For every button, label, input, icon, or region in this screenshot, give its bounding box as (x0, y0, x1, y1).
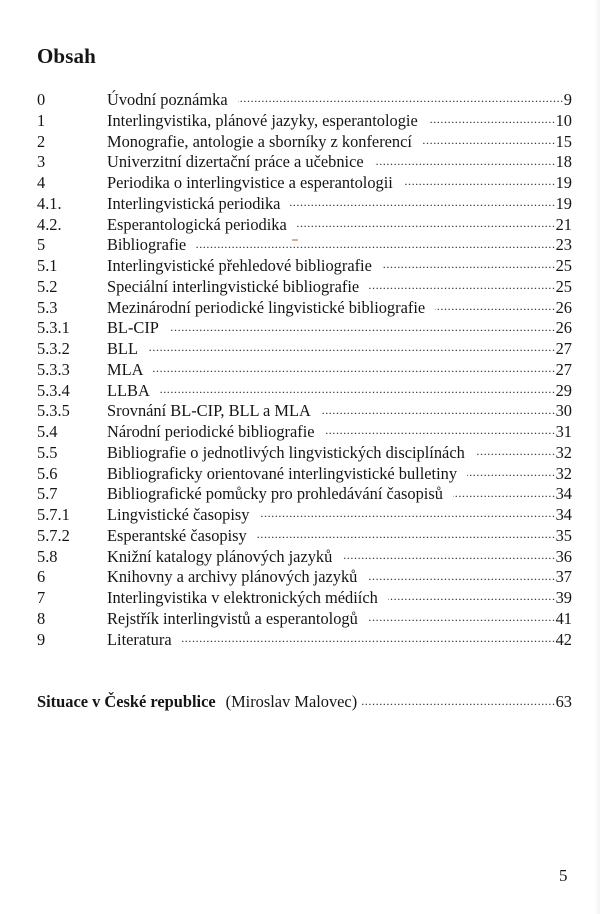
page-edge (594, 0, 600, 914)
toc-entry-page: 25 (555, 276, 572, 296)
toc-entry-title: Národní periodické bibliografie (107, 422, 315, 441)
dot-leader (388, 589, 556, 603)
toc-entry-page: 32 (555, 442, 572, 462)
toc-entry-number: 5.7 (37, 484, 58, 504)
toc-entry-page: 9 (563, 90, 572, 109)
toc-entry[interactable] (37, 339, 572, 360)
toc-entry-page: 39 (555, 588, 572, 607)
dot-leader (297, 216, 556, 230)
toc-entry[interactable] (37, 235, 572, 256)
toc-entry-page: 26 (555, 297, 572, 317)
toc-entry-number: 9 (37, 629, 46, 649)
toc-entry-title: Bibliografie (107, 235, 187, 255)
toc-entry-number: 5.7.2 (37, 525, 70, 545)
toc-entry-number: 5.3.1 (37, 318, 70, 338)
dot-leader (290, 195, 555, 209)
toc-entry-number: 5.5 (37, 442, 58, 462)
section-page: 63 (555, 692, 572, 711)
toc-entry[interactable] (37, 547, 572, 568)
dot-leader (257, 527, 556, 541)
dot-leader (342, 548, 555, 562)
toc-entry[interactable] (37, 298, 572, 319)
toc-entry[interactable] (37, 194, 572, 215)
toc-entry-number: 4.1. (37, 193, 62, 213)
toc-entry-title: Lingvistické časopisy (107, 505, 250, 524)
toc-entry-title: Monografie, antologie a sborníky z konferencí (107, 131, 412, 151)
toc-entry-page: 31 (555, 422, 572, 441)
toc-entry-page: 30 (555, 401, 572, 421)
toc-entry-number: 5.3.2 (37, 339, 70, 358)
dot-leader (153, 361, 555, 375)
dot-leader (238, 91, 564, 105)
toc-entry-title: MLA (107, 359, 144, 379)
toc-entry[interactable] (37, 609, 572, 630)
toc-entry[interactable] (37, 630, 572, 651)
toc-entry-number: 4 (37, 173, 46, 192)
toc-entry[interactable] (37, 464, 572, 485)
toc-entry-page: 18 (555, 152, 572, 172)
toc-entry[interactable] (37, 526, 572, 547)
toc-entry-page: 37 (555, 567, 572, 587)
toc-entry-number: 7 (37, 588, 46, 607)
toc-entry-page: 19 (555, 193, 572, 213)
toc-entry-number: 8 (37, 608, 46, 628)
toc-entry-number: 5.1 (37, 256, 58, 275)
dot-leader (325, 423, 556, 437)
toc-entry-title: Bibliograficky orientované interlingvistické bulletiny (107, 463, 458, 483)
toc-entry[interactable] (37, 567, 572, 588)
dot-leader (422, 133, 556, 147)
toc-entry-page: 42 (555, 629, 572, 649)
dot-leader (369, 278, 555, 292)
toc-entry[interactable] (37, 111, 572, 132)
toc-entry[interactable] (37, 152, 572, 173)
toc-entry-page: 34 (555, 505, 572, 524)
toc-entry-title: Interlingvistika v elektronických médiích (107, 588, 378, 607)
dot-leader (361, 693, 555, 707)
toc-entry-page: 21 (555, 214, 572, 234)
toc-entry[interactable] (37, 132, 572, 153)
toc-entry-title: Mezinárodní periodické lingvistické bibliografie (107, 297, 426, 317)
toc-entry-title: Literatura (107, 629, 172, 649)
toc-entry-page: 26 (555, 318, 572, 338)
toc-entry-number: 5.4 (37, 422, 58, 441)
toc-entry-page: 15 (555, 131, 572, 151)
toc-entry-title: Esperantologická periodika (107, 214, 287, 234)
toc-entry[interactable] (37, 381, 572, 402)
toc-entry-title: Knižní katalogy plánových jazyků (107, 546, 333, 566)
dot-leader (321, 402, 556, 416)
toc-entry-page: 10 (555, 110, 572, 130)
toc-entry-page: 29 (555, 380, 572, 400)
toc-entry-title: BL-CIP (107, 318, 159, 338)
toc-section-entry[interactable] (37, 692, 572, 712)
toc-entry-number: 5.2 (37, 276, 58, 296)
toc-entry-number: 5.3.3 (37, 359, 70, 379)
dot-leader (374, 153, 556, 167)
page-number: 5 (559, 866, 568, 885)
toc-entry[interactable] (37, 505, 572, 526)
toc-entry-title: Knihovny a archivy plánových jazyků (107, 567, 358, 587)
dot-leader (148, 340, 556, 354)
section-title: Situace v České republice (37, 692, 216, 711)
toc-entry-title: Bibliografické pomůcky pro prohledávání časopisů (107, 484, 443, 504)
toc-entry[interactable] (37, 422, 572, 443)
toc-entry-number: 5.8 (37, 546, 58, 566)
dot-leader (435, 299, 555, 313)
toc-entry-number: 5.3.5 (37, 401, 70, 421)
toc-entry-number: 1 (37, 110, 46, 130)
toc-entry-number: 4.2. (37, 214, 62, 234)
dot-leader (403, 174, 556, 188)
toc-entry-page: 25 (555, 256, 572, 275)
toc-entry-page: 34 (555, 484, 572, 504)
dot-leader (169, 319, 556, 333)
toc-entry-number: 5.3.4 (37, 380, 70, 400)
toc-entry-number: 2 (37, 131, 46, 151)
dot-leader (368, 610, 556, 624)
toc-entry-title: Rejstřík interlingvistů a esperantologů (107, 608, 358, 628)
section-author: (Miroslav Malovec) (225, 692, 358, 711)
toc-entry[interactable] (37, 277, 572, 298)
toc-entry[interactable] (37, 318, 572, 339)
dot-leader (382, 257, 556, 271)
toc-entry-title: LLBA (107, 380, 150, 400)
toc-entry-number: 6 (37, 567, 46, 587)
dot-leader (428, 112, 556, 126)
toc-entry-number: 5 (37, 235, 46, 255)
dot-leader (367, 568, 555, 582)
toc-title: Obsah (37, 44, 96, 68)
toc-entry-title: Periodika o interlingvistice a esperantologii (107, 173, 393, 192)
toc-entry-number: 5.3 (37, 297, 58, 317)
toc-entry[interactable] (37, 90, 572, 111)
toc-entry-page: 23 (555, 235, 572, 255)
toc-entry-number: 5.6 (37, 463, 58, 483)
toc-entry-number: 0 (37, 90, 46, 109)
dot-leader (453, 485, 556, 499)
toc-entry-page: 32 (555, 463, 572, 483)
toc-entry-page: 19 (555, 173, 572, 192)
dot-leader (259, 506, 555, 520)
toc-entry-title: Esperantské časopisy (107, 525, 247, 545)
toc-entry[interactable] (37, 484, 572, 505)
toc-entry-title: Bibliografie o jednotlivých lingvistických disciplínách (107, 442, 465, 462)
toc-entry[interactable] (37, 443, 572, 464)
toc-entry-title: Interlingvistické přehledové bibliografie (107, 256, 372, 275)
toc-entry-title: Speciální interlingvistické bibliografie (107, 276, 360, 296)
toc-entry-title: Univerzitní dizertační práce a učebnice (107, 152, 364, 172)
toc-entry[interactable] (37, 401, 572, 422)
dot-leader (196, 236, 555, 250)
toc-entry-title: Interlingvistická periodika (107, 193, 281, 213)
dot-leader (160, 382, 556, 396)
toc-entry[interactable] (37, 173, 572, 194)
toc-entry[interactable] (37, 588, 572, 609)
toc-entry-title: Srovnání BL-CIP, BLL a MLA (107, 401, 311, 421)
toc-entry-number: 5.7.1 (37, 505, 70, 524)
toc-entry[interactable] (37, 215, 572, 236)
toc-entry-number: 3 (37, 152, 46, 172)
toc-entry-page: 27 (555, 359, 572, 379)
dot-leader (467, 465, 556, 479)
dot-leader (182, 631, 556, 645)
toc-entry-title: Interlingvistika, plánové jazyky, esperantologie (107, 110, 418, 130)
toc-entry-title: Úvodní poznámka (107, 90, 228, 109)
dot-leader (475, 444, 556, 458)
toc-entry[interactable] (37, 360, 572, 381)
toc-entry-title: BLL (107, 339, 138, 358)
toc-list (37, 90, 572, 650)
toc-entry-page: 35 (555, 525, 572, 545)
toc-entry-page: 41 (555, 608, 572, 628)
toc-entry-page: 27 (555, 339, 572, 358)
toc-entry[interactable] (37, 256, 572, 277)
toc-entry-page: 36 (555, 546, 572, 566)
